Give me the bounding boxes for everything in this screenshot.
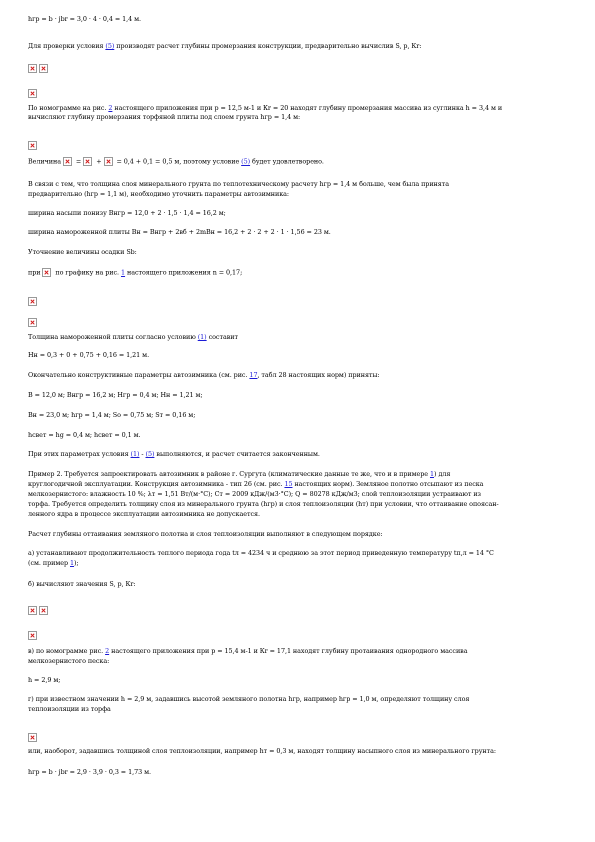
text-line: в) по номограмме рис. 2 настоящего приложения при p = 15,4 м-1 и Кr = 17,1 находят глубину протаивания однородного массива xyxy=(28,647,468,655)
link-formula-1[interactable]: (1) xyxy=(130,450,140,458)
text-line: ширина насыпи понизу Bнгр = 12,0 + 2 · 1,5 · 1,4 = 16,2 м; xyxy=(28,209,226,217)
link-fig-17[interactable]: 17 xyxy=(249,371,258,379)
broken-image-icon xyxy=(28,297,37,306)
text-line: мелкозернистого песка: xyxy=(28,657,110,665)
text-line: Для проверки условия (5) производят расчет глубины промерзания конструкции, предварительно вычислив S, p, Кr: xyxy=(28,42,422,50)
text-line: Уточнение величины осадки Sb: xyxy=(28,248,137,256)
broken-image-icon xyxy=(104,157,113,166)
text-line: ленного ядра в процессе эксплуатации автозимника не допускается. xyxy=(28,510,260,518)
text-line: При этих параметрах условия (1) - (5) выполняются, и расчет считается законченным. xyxy=(28,450,320,458)
broken-image-icon xyxy=(39,606,48,615)
image-row xyxy=(28,291,39,301)
text-line: hгр = b · jbr = 2,9 · 3,9 · 0,3 = 1,73 м. xyxy=(28,768,152,776)
text-line: hсвет = hg = 0,4 м; hсвет = 0,1 м. xyxy=(28,431,141,439)
image-row xyxy=(28,727,39,737)
text-line: Величина = + = 0,4 + 0,1 = 0,5 м, поэтому условие (5) будет удовлетворено. xyxy=(28,157,324,166)
image-row xyxy=(28,58,50,68)
broken-image-icon xyxy=(63,157,72,166)
link-formula-5[interactable]: (5) xyxy=(241,157,251,166)
broken-image-icon xyxy=(28,64,37,73)
link-formula-5[interactable]: (5) xyxy=(145,450,155,458)
text-line: Hн = 0,3 + 0 + 0,75 + 0,16 = 1,21 м. xyxy=(28,351,150,359)
text-line: ширина намороженной плиты Bн = Bнгр + 2вб + 2mBн = 16,2 + 2 · 2 + 2 · 1 · 1,56 = 23 м. xyxy=(28,228,331,236)
text-line: предварительно (hгр = 1,1 м), необходимо уточнить параметры автозимника: xyxy=(28,190,290,198)
text-line: круглогодичной эксплуатации. Конструкция автозимника - тип 26 (см. рис. 15 настоящих норм). Земляное полотно отсыпают из песка xyxy=(28,480,484,488)
text-line: торфа. Требуется определить толщину слоя из минерального грунта (hгр) и слоя теплоизоляции (hт) при условии, что оттаивание опоясан- xyxy=(28,500,499,508)
link-fig-2[interactable]: 2 xyxy=(108,104,113,112)
link-formula-1[interactable]: (1) xyxy=(197,333,207,341)
text-line: В связи с тем, что толщина слоя минерального грунта по теплотехническому расчету hгр = 1,4 м больше, чем была принята xyxy=(28,180,449,188)
text-line: г) при известном значении h = 2,9 м, задавшись высотой земляного полотна hгр, например hгр = 1,0 м, определяют толщину слоя xyxy=(28,695,470,703)
broken-image-icon xyxy=(28,318,37,327)
text-line: при по графику на рис. 1 настоящего приложения n = 0,17; xyxy=(28,268,243,277)
text-line: а) устанавливают продолжительность теплого периода года tл = 4234 ч и среднюю за этот период приведенную температуру tп,л = 14 °С xyxy=(28,549,494,557)
broken-image-icon xyxy=(39,64,48,73)
link-fig-1[interactable]: 1 xyxy=(121,268,126,277)
text-line: По номограмме на рис. 2 настоящего приложения при p = 12,5 м-1 и Кr = 20 находят глубину промерзания массива из суглинка h = 3,4 м и xyxy=(28,104,503,112)
image-row xyxy=(28,600,50,610)
link-example-1[interactable]: 1 xyxy=(429,470,435,478)
text-line: теплоизоляции из торфа xyxy=(28,705,111,713)
image-row xyxy=(28,625,39,635)
text-line: hгр = b · jbr = 3,0 · 4 · 0,4 = 1,4 м. xyxy=(28,15,141,23)
text-line: Толщина намороженной плиты согласно условию (1) составит xyxy=(28,333,238,341)
text-line: или, наоборот, задавшись толщиной слоя теплоизоляции, например hт = 0,3 м, находят толщину насыпного слоя из минерального грунта: xyxy=(28,747,496,755)
broken-image-icon xyxy=(28,89,37,98)
link-fig-2[interactable]: 2 xyxy=(105,647,110,655)
text-line: B = 12,0 м; Bнгр = 16,2 м; Hгр = 0,4 м; Hн = 1,21 м; xyxy=(28,391,203,399)
broken-image-icon xyxy=(83,157,92,166)
text-line: Расчет глубины оттаивания земляного полотна и слоя теплоизоляции выполняют в следующем порядке: xyxy=(28,530,383,538)
broken-image-icon xyxy=(28,631,37,640)
link-formula-5[interactable]: (5) xyxy=(105,42,115,50)
text-line: h = 2,9 м; xyxy=(28,676,61,684)
broken-image-icon xyxy=(28,606,37,615)
text-line: Пример 2. Требуется запроектировать автозимник в районе г. Сургута (климатические данные те же, что и в примере 1) для xyxy=(28,470,451,478)
broken-image-icon xyxy=(28,733,37,742)
broken-image-icon xyxy=(28,141,37,150)
broken-image-icon xyxy=(42,268,51,277)
text-line: вычисляют глубину промерзания торфяной плиты под слоем грунта hгр = 1,4 м: xyxy=(28,113,301,121)
text-line: (см. пример 1); xyxy=(28,559,79,567)
image-row xyxy=(28,83,39,93)
text-line: Bн = 23,0 м; hгр = 1,4 м; Sо = 0,75 м; Sт = 0,16 м; xyxy=(28,411,196,419)
link-fig-15[interactable]: 15 xyxy=(284,480,293,488)
text-line: мелкозернистого: влажность 10 %; λт = 1,51 Вт/(м·°С); Ст = 2009 кДж/(м3·°С); Q = 80278 кДж/м3; слой теплоизоляции устраивают из xyxy=(28,490,481,498)
image-row xyxy=(28,312,39,322)
link-example-1[interactable]: 1 xyxy=(70,559,75,567)
image-row xyxy=(28,135,39,145)
text-line: б) вычисляют значения S, p, Кr: xyxy=(28,580,136,588)
text-line: Окончательно конструктивные параметры автозимника (см. рис. 17, табл 28 настоящих норм) приняты: xyxy=(28,371,380,379)
